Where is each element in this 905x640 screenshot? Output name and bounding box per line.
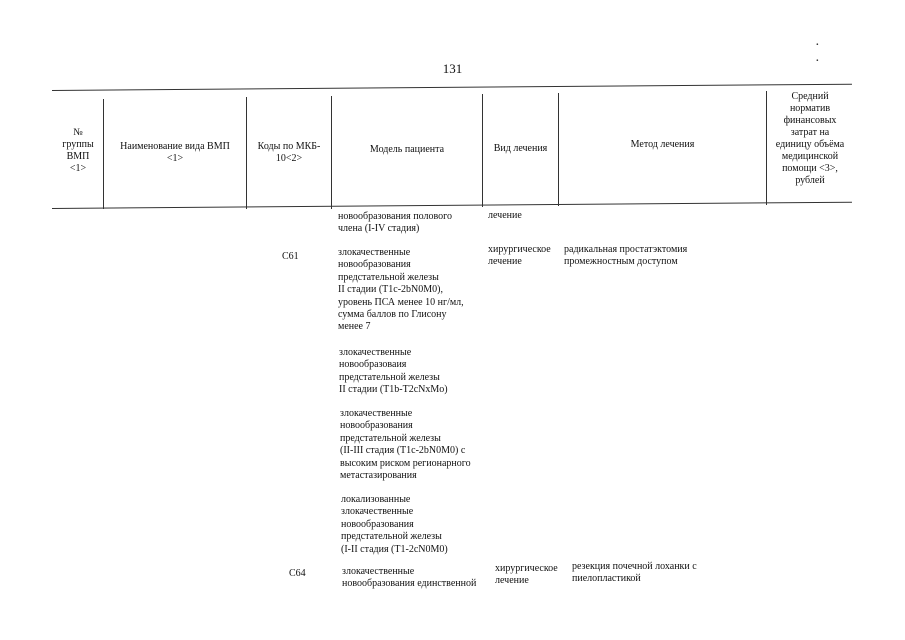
row-1-code: C61 bbox=[282, 251, 299, 262]
row-1-method: радикальная простатэктомия промежностным доступом bbox=[564, 244, 688, 268]
header-bottom-border bbox=[52, 202, 852, 209]
row-5-kind: хирургическое лечение bbox=[495, 563, 558, 587]
row-2-model: злокачественные новообразоваия предстательной железы II стадии (T1b-T2cNxMo) bbox=[339, 347, 448, 396]
header-vmp-name: Наименование вида ВМП <1> bbox=[120, 141, 230, 164]
row-1-kind: хирургическое лечение bbox=[488, 244, 551, 268]
row-5-method: резекция почечной лоханки с пиелопластикой bbox=[572, 561, 697, 585]
header-treatment-kind: Вид лечения bbox=[493, 143, 548, 154]
header-group-number: № группы ВМП <1> bbox=[62, 127, 94, 174]
col-divider-1 bbox=[103, 99, 104, 209]
col-divider-5 bbox=[558, 93, 559, 206]
page-number: 131 bbox=[442, 61, 463, 76]
col-divider-3 bbox=[331, 96, 332, 209]
row-1-model: злокачественные новообразования предстательной железы II стадии (T1c-2bN0M0), уровень ПСА менее 10 нг/мл, сумма баллов по Глисону менее 7 bbox=[338, 247, 464, 333]
row-0-model: новообразования полового члена (I-IV стадия) bbox=[338, 211, 452, 235]
header-treatment-method: Метод лечения bbox=[630, 139, 695, 150]
header-patient-model: Модель пациента bbox=[369, 144, 445, 155]
row-0-kind: лечение bbox=[488, 210, 522, 221]
table-top-border bbox=[52, 84, 852, 91]
col-divider-2 bbox=[246, 97, 247, 209]
corner-marks: · · bbox=[815, 38, 848, 69]
header-average-cost: Средний норматив финансовых затрат на единицу объёма медицинской помощи <3>, рублей bbox=[775, 91, 845, 186]
col-divider-4 bbox=[482, 94, 483, 207]
row-3-model: злокачественные новообразования предстательной железы (II-III стадия (T1c-2bN0M0) с высоким риском регионарного метастазирования bbox=[340, 408, 471, 482]
col-divider-6 bbox=[766, 91, 767, 205]
row-4-model: локализованные злокачественные новообразования предстательной железы (I-II стадия (T1-2cN0M0) bbox=[341, 494, 448, 555]
row-5-model: злокачественные новообразования единственной bbox=[342, 566, 477, 590]
header-icd-codes: Коды по МКБ- 10<2> bbox=[257, 141, 321, 164]
row-5-code: C64 bbox=[289, 568, 306, 579]
